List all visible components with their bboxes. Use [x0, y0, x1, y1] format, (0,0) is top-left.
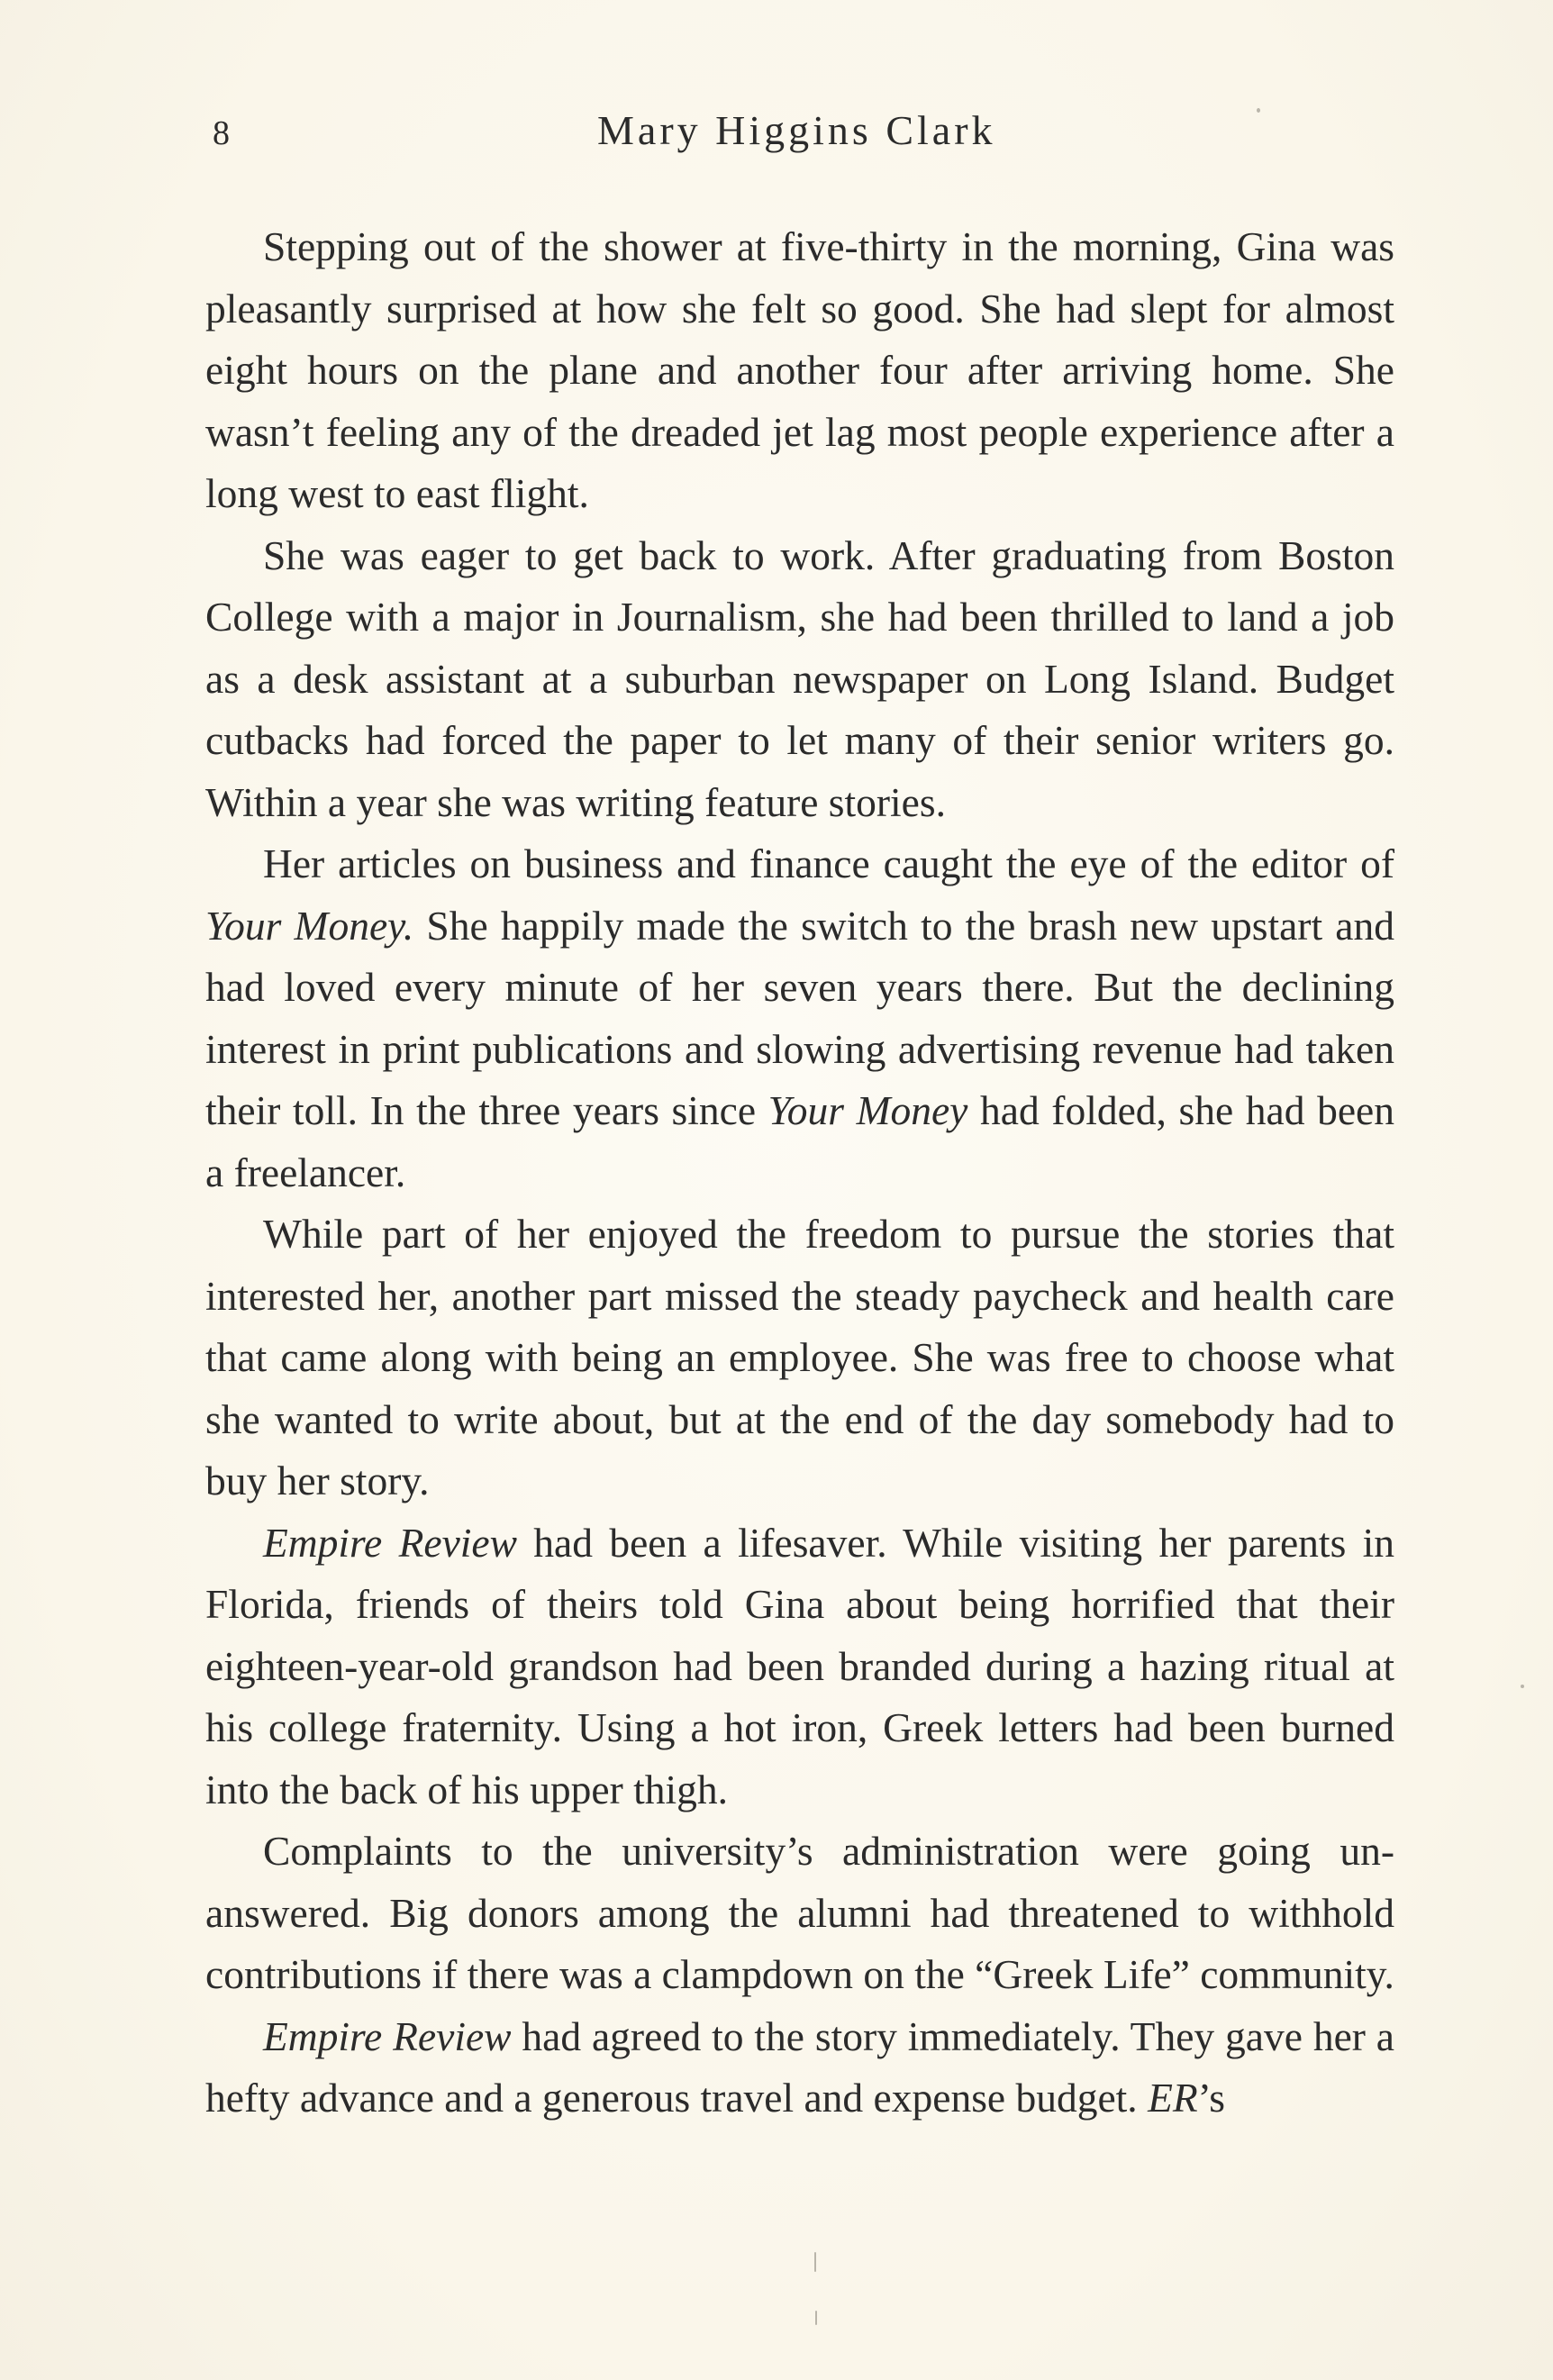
italic-title: Empire Review — [263, 2012, 512, 2059]
text-run: Her articles on business and finance caught the eye of the editor of — [263, 840, 1394, 886]
paragraph — [205, 1512, 1394, 1821]
text-run: She happily made the switch to the brash new upstart and had loved every minute of her seven years there. But the declining interest in print publications and slowing advertising revenue had taken their toll. In the three years since — [205, 902, 1394, 1133]
text-run: Complaints to the university’s administration were going unanswered. Big donors among the alumni had threatened to withhold contributions if there was a clampdown on the “Greek Life” community. — [205, 1828, 1394, 1997]
paper-speck — [815, 2311, 817, 2325]
paper-speck — [1521, 1685, 1524, 1688]
paragraph — [205, 1204, 1394, 1512]
text-run: had been a lifesaver. While visiting her parents in Florida, friends of theirs told Gina about being horrified that their eighteen-year-old grandson had been branded during a hazing ritual at his college fraternity. Using a hot iron, Greek letters had been burned into the back of his upper thigh. — [205, 1519, 1395, 1812]
italic-title: Your Money — [767, 1087, 968, 1133]
text-run: had folded, she had been a freelancer. — [205, 1087, 1395, 1195]
text-run: While part of her enjoyed the freedom to pursue the stories that interested her, another part missed the steady paycheck and health care that came along with being an employee. She was free to choose what she wanted to write about, but at the end of the day somebody had to buy her story. — [205, 1211, 1394, 1503]
text-run: had agreed to the story immediately. They gave her a hefty advance and a generous travel and expense budget. — [205, 2012, 1394, 2121]
body-text — [205, 216, 1394, 2130]
paper-speck — [1257, 108, 1260, 113]
italic-title: Your Money. — [205, 902, 414, 949]
page-header — [205, 106, 1394, 169]
paragraph — [205, 1821, 1394, 2006]
paragraph — [205, 833, 1394, 1204]
italic-title: Empire Review — [263, 1519, 517, 1566]
paragraph — [205, 216, 1394, 525]
page-number: 8 — [213, 114, 231, 152]
paragraph — [205, 2006, 1394, 2130]
text-run: ’s — [1197, 2075, 1226, 2121]
text-run: Stepping out of the shower at five-thirty in the morning, Gina was pleasantly surprised at how she felt so good. She had slept for almost eight hours on the plane and another four after arriving home. She wasn’t feeling any of the dreaded jet lag most people experience after a long west to east flight. — [205, 223, 1394, 516]
italic-title: ER — [1148, 2075, 1198, 2121]
paragraph — [205, 525, 1394, 834]
paper-speck — [814, 2252, 816, 2272]
running-head-author: Mary Higgins Clark — [597, 107, 996, 153]
text-run: She was eager to get back to work. After graduating from Boston College with a major in Journalism, she had been thrilled to land a job as a desk assistant at a suburban newspaper on Long Island. Budget cutbacks had forced the paper to let many of their senior writers go. Within a year she was writing feature stories. — [205, 531, 1394, 825]
